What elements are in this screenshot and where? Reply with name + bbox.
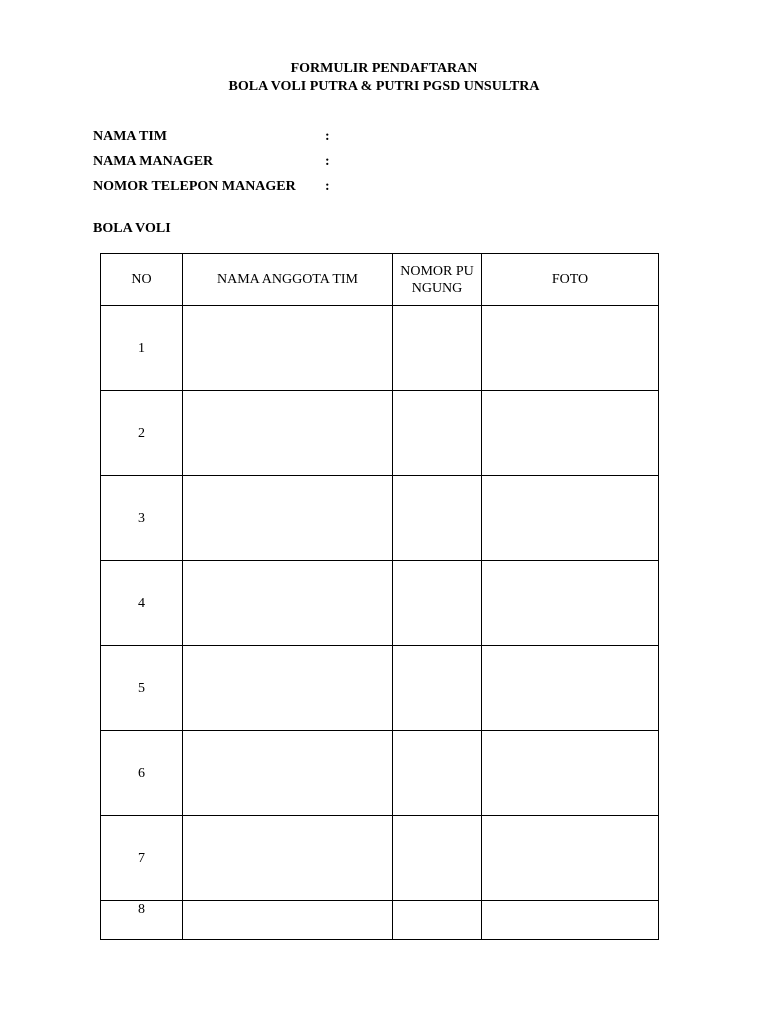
cell-nomor-pungung (393, 476, 482, 561)
cell-no: 7 (101, 816, 183, 901)
cell-nama-anggota (183, 646, 393, 731)
column-header-nama-anggota-tim: NAMA ANGGOTA TIM (183, 254, 393, 306)
cell-no: 4 (101, 561, 183, 646)
cell-nama-anggota (183, 816, 393, 901)
cell-no: 5 (101, 646, 183, 731)
cell-nama-anggota (183, 476, 393, 561)
table-row (101, 646, 659, 731)
cell-nomor-pungung (393, 816, 482, 901)
table-row (101, 306, 659, 391)
cell-foto (482, 476, 659, 561)
cell-nama-anggota (183, 561, 393, 646)
cell-nomor-pungung (393, 391, 482, 476)
cell-no: 8 (101, 901, 183, 940)
table-row (101, 816, 659, 901)
table-header-row (101, 254, 659, 306)
field-label-nama-manager: NAMA MANAGER (93, 154, 214, 169)
roster-table (100, 253, 659, 940)
cell-no: 3 (101, 476, 183, 561)
cell-no: 6 (101, 731, 183, 816)
field-label-nomor-telepon-manager: NOMOR TELEPON MANAGER (93, 179, 296, 194)
table-row (101, 391, 659, 476)
column-header-nomor-pungung-text: NOMOR PUNGUNG (400, 263, 474, 296)
cell-foto (482, 646, 659, 731)
table-row (101, 731, 659, 816)
cell-nama-anggota (183, 731, 393, 816)
field-colon-nama-tim: : (325, 129, 330, 144)
cell-foto (482, 561, 659, 646)
field-label-nama-tim: NAMA TIM (93, 129, 168, 144)
cell-foto (482, 731, 659, 816)
form-subtitle: BOLA VOLI PUTRA & PUTRI PGSD UNSULTRA (228, 79, 540, 94)
cell-foto (482, 816, 659, 901)
cell-nomor-pungung (393, 731, 482, 816)
cell-foto (482, 901, 659, 940)
table-row (101, 476, 659, 561)
cell-nomor-pungung (393, 561, 482, 646)
column-header-nomor-pungung (393, 254, 482, 306)
field-colon-nomor-telepon-manager: : (325, 179, 330, 194)
table-row (101, 901, 659, 940)
section-title: BOLA VOLI (93, 221, 171, 236)
field-colon-nama-manager: : (325, 154, 330, 169)
cell-nama-anggota (183, 391, 393, 476)
column-header-no: NO (101, 254, 183, 306)
cell-nomor-pungung (393, 901, 482, 940)
cell-nama-anggota (183, 306, 393, 391)
column-header-foto: FOTO (482, 254, 659, 306)
cell-nama-anggota (183, 901, 393, 940)
cell-no: 2 (101, 391, 183, 476)
cell-nomor-pungung (393, 646, 482, 731)
form-title: FORMULIR PENDAFTARAN (290, 61, 478, 76)
table-row (101, 561, 659, 646)
cell-foto (482, 306, 659, 391)
cell-no: 1 (101, 306, 183, 391)
cell-foto (482, 391, 659, 476)
cell-nomor-pungung (393, 306, 482, 391)
